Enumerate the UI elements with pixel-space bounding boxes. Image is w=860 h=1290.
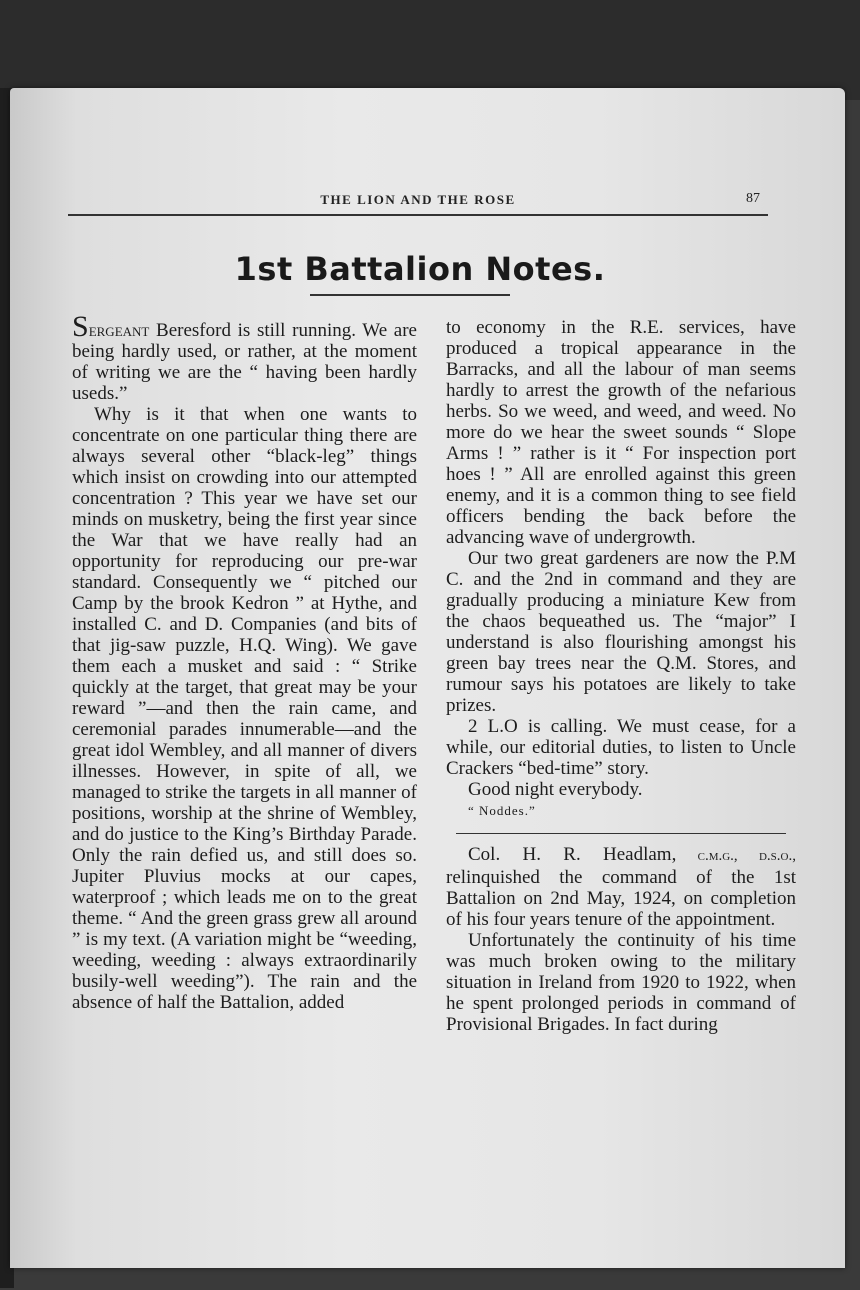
paragraph: Why is it that when one wants to concentrate on one particular thing there are always several other “black-leg” things which insist on crowding into our attempted concentration ? This year we have set our minds on musketry, being the first year since the War that we have really had an opportunity for reproducing our pre-war standard. Consequently we “ pitched our Camp by the brook Kedron ” at Hythe, and installed C. and D. Companies (and bits of that jig-saw puzzle, H.Q. Wing). We gave them each a musket and said : “ Strike quickly at the target, that great may be your reward ”—and then the rain came, and ceremonial parades innumerable—and the great idol Wembley, and all manner of divers illnesses. However, in spite of all, we managed to strike the targets in all manner of positions, worship at the shrine of Wembley, and do justice to the King’s Birthday Parade. Only the rain defied us, and still does so. Jupiter Pluvius mocks at our capes, waterproof ; which leads me on to the great theme. “ And the green grass grew all around ” is my text. (A variation might be “weeding, weeding, weeding : always extraordinarily busily-well weeding”). The rain and the absence of half the Battalion, added (72, 404, 417, 1013)
right-column (446, 317, 796, 1035)
background-top (0, 0, 860, 100)
signature: “ Noddes.” (468, 803, 536, 818)
smallcaps-word: ergeant (88, 320, 150, 341)
article-title: 1st Battalion Notes. (234, 250, 606, 288)
page-number: 87 (746, 191, 760, 206)
paragraph: to economy in the R.E. services, have produced a tropical appearance in the Barracks, and all the labour of man seems hardly to arrest the growth of the nefarious herbs. So we weed, and weed, and weed. No more do we hear the sweet sounds “ Slope Arms ! ” rather is it “ For inspection port hoes ! ” All are enrolled against this green enemy, and it is a common thing to see field officers bending the back before the advancing wave of undergrowth. (446, 317, 796, 548)
paragraph (446, 844, 796, 930)
paragraph (72, 310, 417, 404)
drop-cap: S (72, 310, 89, 343)
section-divider (456, 833, 786, 834)
paragraph: Unfortunately the continuity of his time was much broken owing to the military situation in Ireland from 1920 to 1922, when he spent prolonged periods in command of Provisional Brigades. In fact during (446, 930, 796, 1035)
paragraph: Our two great gardeners are now the P.M C. and the 2nd in command and they are gradually producing a miniature Kew from the chaos bequeathed us. The “major” I understand is also flourishing amongst his green bay trees near the Q.M. Stores, and rumour says his potatoes are likely to take prizes. (446, 548, 796, 716)
paragraph: 2 L.O is calling. We must cease, for a while, our editorial duties, to listen to Uncle Crackers “bed-time” story. (446, 716, 796, 779)
paragraph-text: Beresford is still running. We are being hardly used, or rather, at the moment of writing we are the “ having been hardly useds.” (72, 320, 417, 404)
title-underline (310, 294, 510, 296)
left-column (72, 310, 417, 1013)
running-title: THE LION AND THE ROSE (320, 192, 516, 207)
paragraph-text: relinquished the command of the 1st Battalion on 2nd May, 1924, on completion of his four years tenure of the appointment. (446, 867, 796, 930)
post-nominals: c.m.g., d.s.o., (676, 848, 796, 864)
page-header (68, 192, 768, 216)
officer-name: Col. H. R. Headlam, (468, 844, 677, 865)
paragraph: Good night everybody. (468, 779, 643, 800)
